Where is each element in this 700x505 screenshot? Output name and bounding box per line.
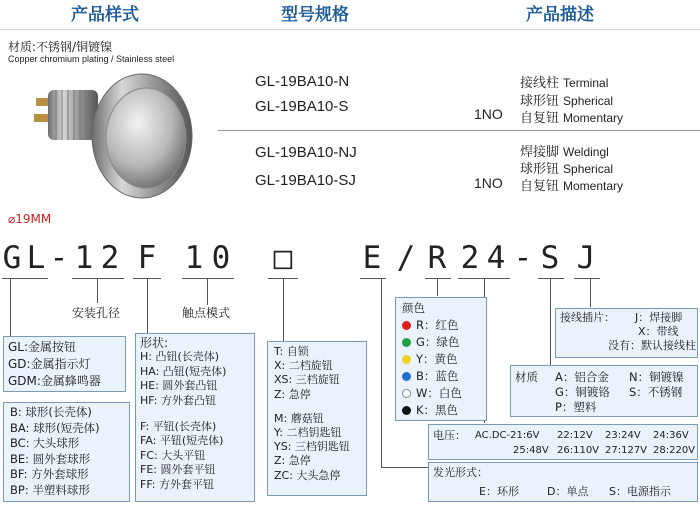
material-col2: N：铜镀镍 S：不锈钢 xyxy=(629,370,684,399)
color-yellow: Y：黄色 xyxy=(402,351,480,368)
desc-spherical-2: 球形钮 Spherical xyxy=(520,162,614,177)
code-char-f: F xyxy=(137,240,157,276)
row-divider xyxy=(218,130,700,131)
light-ring: E：环形 xyxy=(479,485,519,498)
light-form-box xyxy=(428,462,698,502)
color-box xyxy=(395,297,487,421)
light-title: 发光形式： xyxy=(433,466,488,479)
color-blue: B：蓝色 xyxy=(402,368,480,385)
yellow-dot-icon xyxy=(402,355,411,364)
material-col1: A：铝合金 G：铜镀铬 P：塑料 xyxy=(555,370,610,414)
voltage-title: 电压： xyxy=(433,429,466,442)
ball-ba: BA: 球形(短壳体) xyxy=(10,420,100,435)
code-char-1: 1 xyxy=(74,240,94,276)
shape-fc: FC: 大头平钮 xyxy=(140,448,206,462)
code-char-r: R xyxy=(427,240,447,276)
shape-spacer xyxy=(140,408,250,420)
type-gd: GD:金属指示灯 xyxy=(8,357,91,371)
black-dot-icon xyxy=(402,406,411,415)
voltage-22: 22:12V xyxy=(557,430,593,441)
light-power: S：电源指示 xyxy=(609,485,671,498)
code-char-e: E xyxy=(362,240,382,276)
terminal-default: 没有：默认接线柱 xyxy=(608,339,696,352)
code-char-2: 2 xyxy=(100,240,120,276)
wire-10 xyxy=(207,279,208,305)
type-gdm: GDM:金属蜂鸣器 xyxy=(8,374,101,388)
color-red: R：红色 xyxy=(402,317,480,334)
wire-j xyxy=(590,279,591,307)
action-z: Z: 急停 xyxy=(274,387,311,401)
action-m: M: 蘑菇钮 xyxy=(274,411,324,425)
code-dash-1: - xyxy=(49,240,69,276)
underline-s xyxy=(538,278,564,279)
material-box xyxy=(510,365,698,417)
action-y: Y: 二档钥匙钮 xyxy=(274,426,342,440)
desc-terminal: 接线柱 Terminal xyxy=(520,76,609,91)
shape-hf: HF: 方外套凸钮 xyxy=(140,393,216,407)
blue-dot-icon xyxy=(402,372,411,381)
material-cn: 材质:不锈钢/铜镀镍 xyxy=(8,40,113,54)
code-dash-2: - xyxy=(513,240,533,276)
action-x: X: 二档旋钮 xyxy=(274,359,333,373)
header-divider xyxy=(0,29,700,30)
wire-f xyxy=(147,279,148,334)
model-n: GL-19BA10-N xyxy=(255,73,350,90)
ball-shape-box xyxy=(3,402,130,502)
code-placeholder-box: □ xyxy=(273,240,293,276)
code-char-s: S xyxy=(540,240,560,276)
terminal-row-1: 接线插片： J：焊接脚 xyxy=(560,311,683,324)
contact-1no-b: 1NO xyxy=(474,175,503,191)
color-green: G：绿色 xyxy=(402,334,480,351)
voltage-24: 24:36V xyxy=(653,430,689,441)
terminal-x: X：带线 xyxy=(638,325,679,338)
wire-e-h xyxy=(381,467,429,468)
contact-mode-label: 触点模式 xyxy=(182,306,231,320)
desc-welding: 焊接脚 Weldingl xyxy=(520,145,609,160)
underline-r xyxy=(425,278,451,279)
wire-12 xyxy=(97,279,98,303)
model-sj: GL-19BA10-SJ xyxy=(255,172,356,189)
code-char-1b: 1 xyxy=(184,240,204,276)
desc-spherical: 球形钮 Spherical xyxy=(520,94,614,109)
action-xs: XS: 三档旋钮 xyxy=(274,373,340,387)
model-s: GL-19BA10-S xyxy=(255,98,349,115)
contact-1no-a: 1NO xyxy=(474,106,503,122)
code-char-2b: 2 xyxy=(460,240,480,276)
voltage-25: 25:48V xyxy=(513,445,549,456)
shape-f: F: 平钮(长壳体) xyxy=(140,420,217,434)
header-product-desc: 产品描述 xyxy=(526,5,594,25)
wire-gl xyxy=(10,279,11,337)
underline-12 xyxy=(72,278,124,279)
header-model-spec: 型号规格 xyxy=(281,5,349,25)
voltage-26: 26:110V xyxy=(557,445,600,456)
code-char-0: 0 xyxy=(211,240,231,276)
color-black: K：黑色 xyxy=(402,402,480,419)
desc-momentary-2: 自复钮 Momentary xyxy=(520,179,624,194)
white-dot-icon xyxy=(402,389,411,398)
action-t: T: 自锁 xyxy=(274,345,309,358)
code-char-4: 4 xyxy=(486,240,506,276)
shape-h: H: 凸钮(长壳体) xyxy=(140,350,220,364)
color-title: 颜色 xyxy=(402,301,425,315)
shape-box xyxy=(135,333,255,502)
shape-he: HE: 圆外套凸钮 xyxy=(140,379,218,393)
voltage-23: 23:24V xyxy=(605,430,641,441)
red-dot-icon xyxy=(402,321,411,330)
voltage-box xyxy=(428,424,698,460)
voltage-21: AC.DC-21:6V xyxy=(475,430,540,441)
model-nj: GL-19BA10-NJ xyxy=(255,144,357,161)
hole-label: 安装孔径 xyxy=(72,306,121,320)
terminal-box xyxy=(555,308,698,358)
shape-fa: FA: 平钮(短壳体) xyxy=(140,434,224,448)
type-box xyxy=(3,336,126,392)
wire-e xyxy=(381,279,382,467)
action-spacer xyxy=(274,402,360,412)
voltage-27: 27:127V xyxy=(605,445,648,456)
green-dot-icon xyxy=(402,338,411,347)
action-z2: Z: 急停 xyxy=(274,454,311,468)
shape-ff: FF: 方外套平钮 xyxy=(140,477,215,491)
header-product-style: 产品样式 xyxy=(71,5,139,25)
light-dot: D：单点 xyxy=(547,485,589,498)
shape-ha: HA: 凸钮(短壳体) xyxy=(140,364,227,378)
ball-be: BE: 圆外套球形 xyxy=(10,451,91,466)
wire-r xyxy=(437,279,438,296)
voltage-28: 28:220V xyxy=(653,445,696,456)
shape-fe: FE: 圆外套平钮 xyxy=(140,463,216,477)
diameter-label: ⌀19MM xyxy=(8,212,52,226)
underline-gl xyxy=(2,278,48,279)
ball-b: B: 球形(长壳体) xyxy=(10,405,92,419)
underline-10 xyxy=(182,278,234,279)
action-box xyxy=(267,341,367,496)
action-zc: ZC: 大头急停 xyxy=(274,468,341,482)
type-gl: GL:金属按钮 xyxy=(8,340,77,354)
action-ys: YS: 三档钥匙钮 xyxy=(274,440,350,454)
underline-j xyxy=(574,278,600,279)
underline-e xyxy=(360,278,386,279)
wire-s xyxy=(550,279,551,365)
shape-title: 形状: xyxy=(140,336,169,350)
material-title: 材质 xyxy=(515,370,538,384)
push-button-photo xyxy=(20,68,220,208)
code-slash: / xyxy=(396,240,416,276)
wire-box xyxy=(283,279,284,341)
code-char-g: G xyxy=(2,240,22,276)
ball-bc: BC: 大头球形 xyxy=(10,436,80,450)
code-char-l: L xyxy=(26,240,46,276)
desc-momentary: 自复钮 Momentary xyxy=(520,111,624,126)
ball-bp: BP: 半塑料球形 xyxy=(10,482,90,497)
code-char-j: J xyxy=(576,240,596,276)
material-en: Copper chromium plating / Stainless steel xyxy=(8,54,175,64)
ball-bf: BF: 方外套球形 xyxy=(10,467,89,481)
color-white: W：白色 xyxy=(402,385,480,402)
